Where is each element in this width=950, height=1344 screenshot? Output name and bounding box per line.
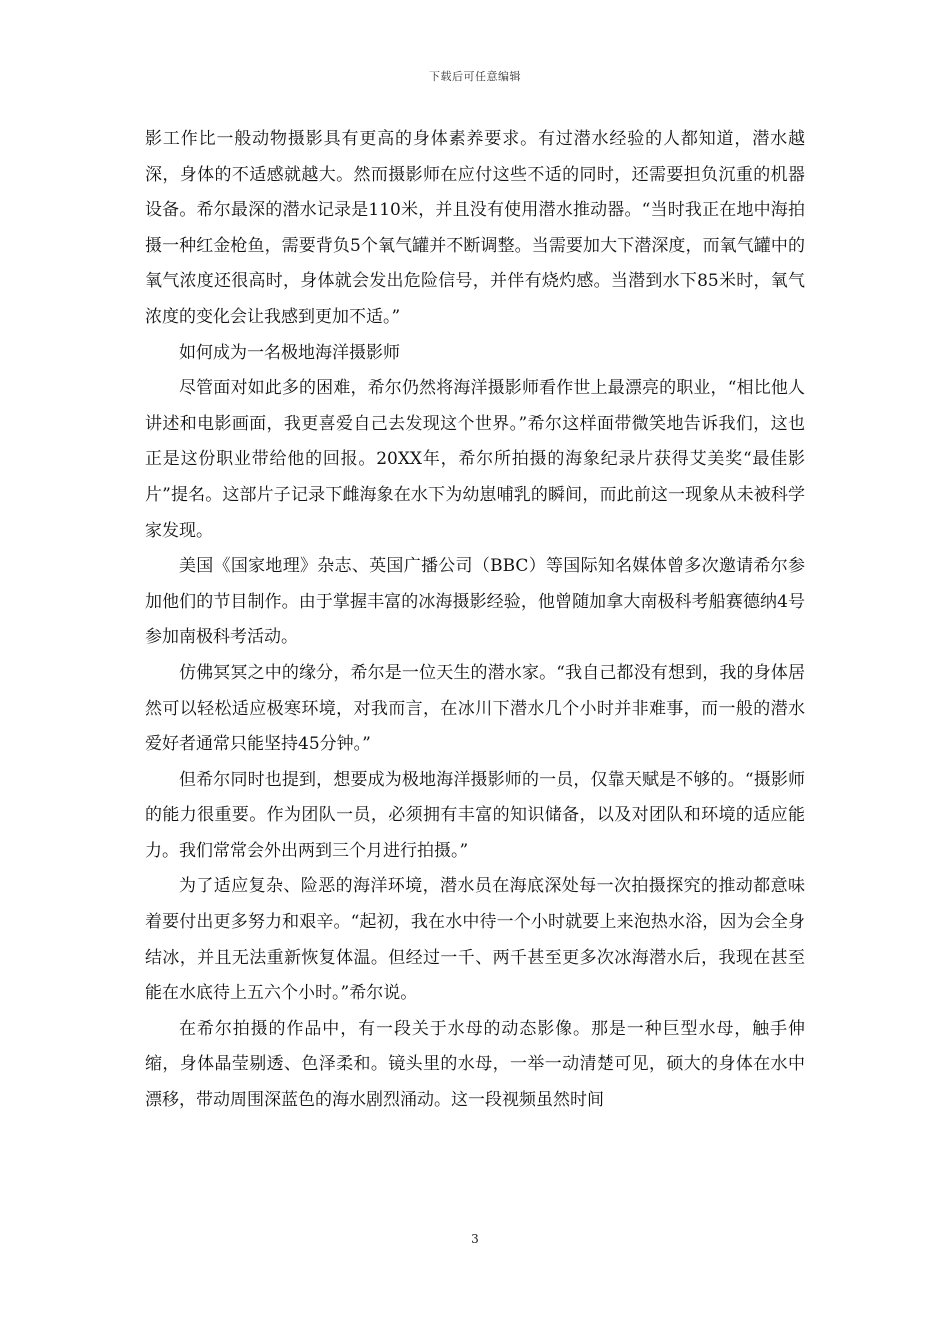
paragraph-continuation: 影工作比一般动物摄影具有更高的身体素养要求。有过潜水经验的人都知道，潜水越深，身体的不适感就越大。然而摄影师在应付这些不适的同时，还需要担负沉重的机器设备。希尔最深的潜水记录是110米，并且没有使用潜水推动器。“当时我正在地中海拍摄一种红金枪鱼，需要背负5个氧气罐并不断调整。当需要加大下潜深度，而氧气罐中的氧气浓度还很高时，身体就会发出危险信号，并伴有烧灼感。当潜到水下85米时，氧气浓度的变化会让我感到更加不适。” — [145, 129, 805, 327]
paragraph: 为了适应复杂、险恶的海洋环境，潜水员在海底深处每一次拍摄探究的推动都意味着要付出更多努力和艰辛。“起初，我在水中待一个小时就要上来泡热水浴，因为会全身结冰，并且无法重新恢复体温。但经过一千、两千甚至更多次冰海潜水后，我现在甚至能在水底待上五六个小时。”希尔说。 — [145, 876, 805, 1004]
paragraph: 在希尔拍摄的作品中，有一段关于水母的动态影像。那是一种巨型水母，触手伸缩，身体晶莹剔透、色泽柔和。镜头里的水母，一举一动清楚可见，硕大的身体在水中漂移，带动周围深蓝色的海水剧烈涌动。这一段视频虽然时间 — [145, 1018, 805, 1111]
paragraph: 但希尔同时也提到，想要成为极地海洋摄影师的一员，仅靠天赋是不够的。“摄影师的能力很重要。作为团队一员，必须拥有丰富的知识储备，以及对团队和环境的适应能力。我们常常会外出两到三个月进行拍摄。” — [145, 769, 805, 861]
page-header: 下载后可任意编辑 — [429, 70, 521, 83]
paragraph: 仿佛冥冥之中的缘分，希尔是一位天生的潜水家。“我自己都没有想到，我的身体居然可以轻松适应极寒环境，对我而言，在冰川下潜水几个小时并非难事，而一般的潜水爱好者通常只能坚持45分钟。” — [145, 662, 805, 755]
paragraph: 尽管面对如此多的困难，希尔仍然将海洋摄影师看作世上最漂亮的职业，“相比他人讲述和电影画面，我更喜爱自己去发现这个世界。”希尔这样面带微笑地告诉我们，这也正是这份职业带给他的回报。20XX年，希尔所拍摄的海象纪录片获得艾美奖“最佳影片”提名。这部片子记录下雌海象在水下为幼崽哺乳的瞬间，而此前这一现象从未被科学家发现。 — [145, 378, 805, 541]
page-number: 3 — [471, 1232, 479, 1246]
document-body — [145, 122, 805, 1119]
section-heading: 如何成为一名极地海洋摄影师 — [179, 342, 400, 363]
paragraph: 美国《国家地理》杂志、英国广播公司（BBC）等国际知名媒体曾多次邀请希尔参加他们的节目制作。由于掌握丰富的冰海摄影经验，他曾随加拿大南极科考船赛德纳4号参加南极科考活动。 — [145, 556, 805, 648]
